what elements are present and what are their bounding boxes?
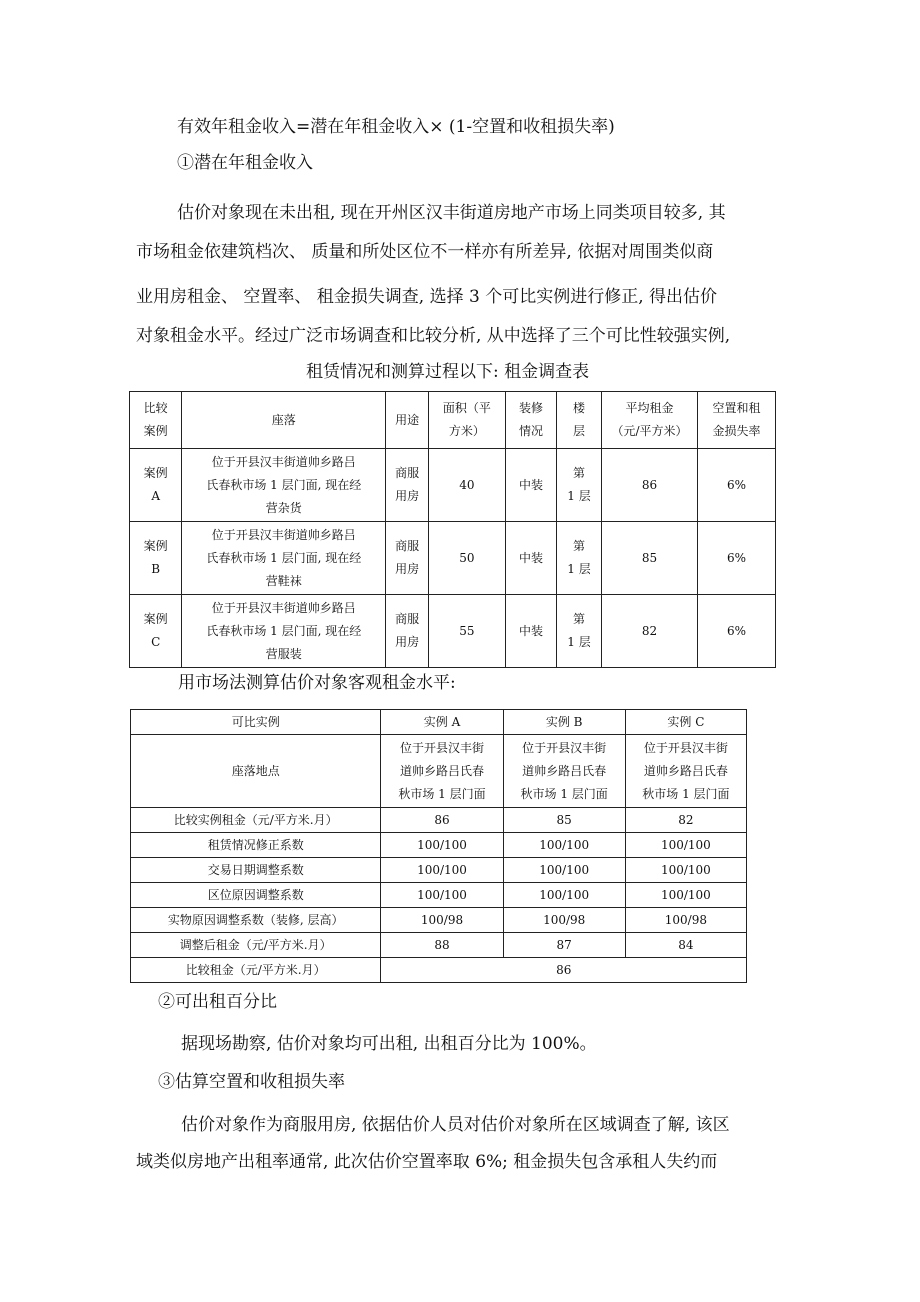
paragraph-line: 对象租金水平。经过广泛市场调查和比较分析, 从中选择了三个可比性较强实例, bbox=[136, 326, 731, 346]
table-cell: 中装 bbox=[505, 595, 556, 668]
table-cell: 实例 B bbox=[503, 710, 625, 735]
table-cell: 实物原因调整系数（装修, 层高） bbox=[131, 908, 381, 933]
table-cell: 实例 C bbox=[625, 710, 746, 735]
table-row bbox=[131, 735, 747, 808]
table-cell: 调整后租金（元/平方米.月） bbox=[131, 933, 381, 958]
table-cell: 第 1 层 bbox=[557, 595, 602, 668]
table-cell: 50 bbox=[428, 522, 505, 595]
table-cell: 商服 用房 bbox=[386, 449, 429, 522]
rent-survey-table bbox=[129, 391, 776, 668]
column-header: 装修 情况 bbox=[505, 392, 556, 449]
table-cell: 100/100 bbox=[625, 858, 746, 883]
section-heading-rentable-ratio: ②可出租百分比 bbox=[158, 992, 277, 1012]
table-intro: 用市场法测算估价对象客观租金水平: bbox=[178, 673, 456, 693]
table-cell: 位于开县汉丰街 道帅乡路吕氏春 秋市场 1 层门面 bbox=[503, 735, 625, 808]
table-cell: 区位原因调整系数 bbox=[131, 883, 381, 908]
table-row bbox=[131, 908, 747, 933]
table-cell: 100/98 bbox=[625, 908, 746, 933]
table-cell: 6% bbox=[698, 522, 776, 595]
table-cell: 100/100 bbox=[503, 858, 625, 883]
table-cell: 交易日期调整系数 bbox=[131, 858, 381, 883]
table-cell: 6% bbox=[698, 449, 776, 522]
table-cell: 6% bbox=[698, 595, 776, 668]
table-cell: 位于开县汉丰街道帅乡路吕 氏春秋市场 1 层门面, 现在经 营杂货 bbox=[182, 449, 386, 522]
section-heading-potential-rent: ①潜在年租金收入 bbox=[177, 153, 313, 173]
paragraph-line: 估价对象作为商服用房, 依据估价人员对估价对象所在区域调查了解, 该区 bbox=[181, 1115, 730, 1135]
table-row bbox=[131, 833, 747, 858]
table-cell: 第 1 层 bbox=[557, 522, 602, 595]
table-cell: 100/98 bbox=[503, 908, 625, 933]
table-row bbox=[130, 449, 776, 522]
table-cell: 第 1 层 bbox=[557, 449, 602, 522]
table-cell: 商服 用房 bbox=[386, 522, 429, 595]
table-cell: 实例 A bbox=[381, 710, 503, 735]
market-method-table bbox=[130, 709, 747, 983]
table-cell: 88 bbox=[381, 933, 503, 958]
table-cell: 100/100 bbox=[381, 883, 503, 908]
table-row bbox=[131, 808, 747, 833]
table-cell: 比较租金（元/平方米.月） bbox=[131, 958, 381, 983]
column-header: 空置和租 金损失率 bbox=[698, 392, 776, 449]
table-cell: 100/100 bbox=[381, 858, 503, 883]
table-row bbox=[131, 933, 747, 958]
paragraph-line: 估价对象现在未出租, 现在开州区汉丰街道房地产市场上同类项目较多, 其 bbox=[177, 203, 726, 223]
table-cell: 100/100 bbox=[503, 833, 625, 858]
table-cell: 位于开县汉丰街 道帅乡路吕氏春 秋市场 1 层门面 bbox=[625, 735, 746, 808]
paragraph-line: 业用房租金、 空置率、 租金损失调查, 选择 3 个可比实例进行修正, 得出估价 bbox=[136, 287, 718, 307]
table-cell: 案例 C bbox=[130, 595, 182, 668]
table-cell: 100/100 bbox=[625, 883, 746, 908]
formula-line: 有效年租金收入=潜在年租金收入× (1-空置和收租损失率) bbox=[177, 117, 615, 137]
table-cell: 位于开县汉丰街道帅乡路吕 氏春秋市场 1 层门面, 现在经 营服装 bbox=[182, 595, 386, 668]
table-header-row bbox=[130, 392, 776, 449]
table-row bbox=[131, 858, 747, 883]
table-cell: 100/100 bbox=[503, 883, 625, 908]
table-cell: 案例 A bbox=[130, 449, 182, 522]
column-header: 楼 层 bbox=[557, 392, 602, 449]
column-header: 比较 案例 bbox=[130, 392, 182, 449]
table-cell: 82 bbox=[601, 595, 697, 668]
table-cell: 位于开县汉丰街 道帅乡路吕氏春 秋市场 1 层门面 bbox=[381, 735, 503, 808]
table-cell: 100/98 bbox=[381, 908, 503, 933]
table-cell: 商服 用房 bbox=[386, 595, 429, 668]
paragraph-line: 据现场勘察, 估价对象均可出租, 出租百分比为 100%。 bbox=[181, 1034, 597, 1054]
table-cell: 55 bbox=[428, 595, 505, 668]
table-header-row bbox=[131, 710, 747, 735]
table-cell: 中装 bbox=[505, 449, 556, 522]
paragraph-line: 域类似房地产出租率通常, 此次估价空置率取 6%; 租金损失包含承租人失约而 bbox=[136, 1152, 718, 1172]
table-row bbox=[131, 958, 747, 983]
table-row bbox=[130, 595, 776, 668]
table-cell: 租赁情况修正系数 bbox=[131, 833, 381, 858]
table-cell: 85 bbox=[503, 808, 625, 833]
table-cell: 40 bbox=[428, 449, 505, 522]
column-header: 座落 bbox=[182, 392, 386, 449]
column-header: 用途 bbox=[386, 392, 429, 449]
table-row bbox=[131, 883, 747, 908]
table-cell: 案例 B bbox=[130, 522, 182, 595]
section-heading-vacancy: ③估算空置和收租损失率 bbox=[158, 1072, 345, 1092]
table-cell: 87 bbox=[503, 933, 625, 958]
table-cell: 比较实例租金（元/平方米.月） bbox=[131, 808, 381, 833]
table-cell: 86 bbox=[381, 808, 503, 833]
column-header: 平均租金 （元/平方米） bbox=[601, 392, 697, 449]
table-cell: 85 bbox=[601, 522, 697, 595]
table-cell: 位于开县汉丰街道帅乡路吕 氏春秋市场 1 层门面, 现在经 营鞋袜 bbox=[182, 522, 386, 595]
table-cell: 100/100 bbox=[625, 833, 746, 858]
table-cell: 84 bbox=[625, 933, 746, 958]
table-cell: 86 bbox=[381, 958, 747, 983]
table-cell: 100/100 bbox=[381, 833, 503, 858]
table-cell: 座落地点 bbox=[131, 735, 381, 808]
table-cell: 86 bbox=[601, 449, 697, 522]
paragraph-line: 市场租金依建筑档次、 质量和所处区位不一样亦有所差异, 依据对周围类似商 bbox=[136, 242, 714, 262]
column-header: 面积（平 方米） bbox=[428, 392, 505, 449]
table-cell: 可比实例 bbox=[131, 710, 381, 735]
table-cell: 中装 bbox=[505, 522, 556, 595]
table-caption: 租赁情况和测算过程以下: 租金调查表 bbox=[306, 362, 590, 382]
table-cell: 82 bbox=[625, 808, 746, 833]
table-row bbox=[130, 522, 776, 595]
